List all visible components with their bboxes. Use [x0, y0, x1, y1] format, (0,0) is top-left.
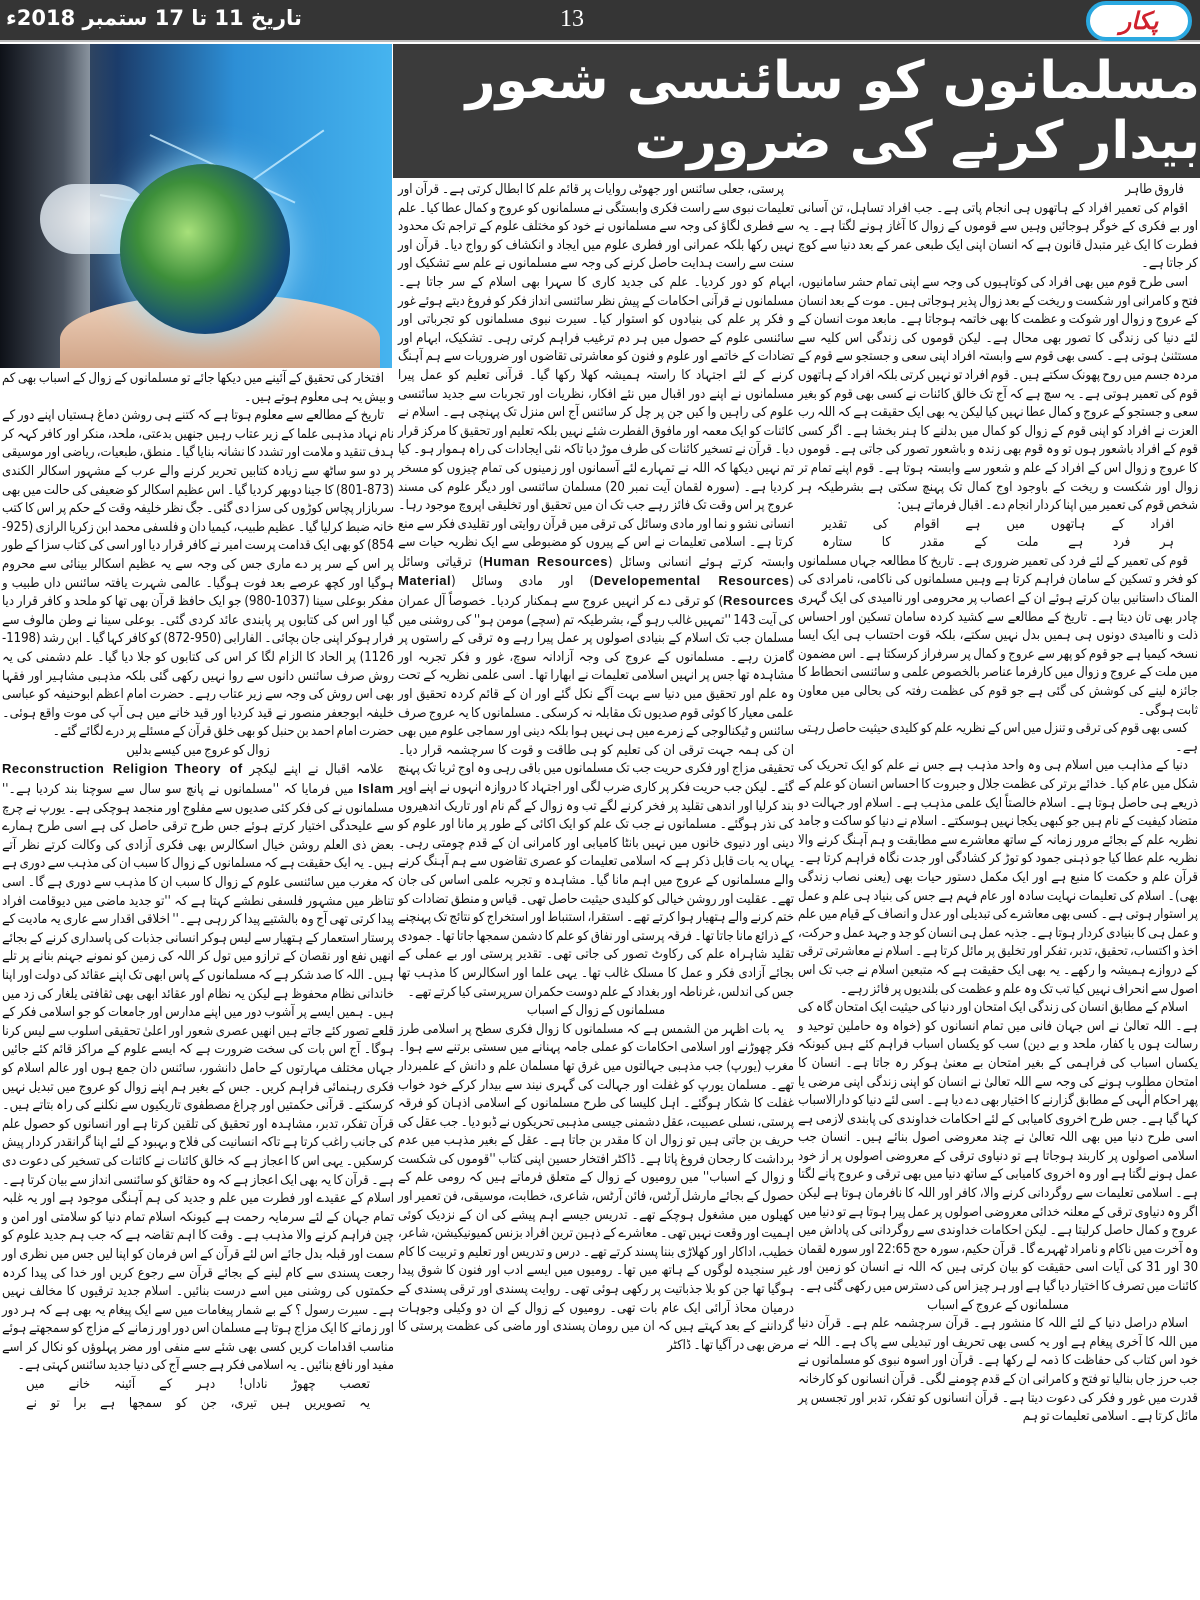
article-column-middle	[398, 181, 794, 1355]
subheading: مسلمانوں کے زوال کے اسباب	[526, 1003, 666, 1019]
paragraph-text: علامہ اقبال نے اپنے لیکچر	[249, 762, 384, 778]
paragraph: اسی طرح قوم میں بھی افراد کی کوتاہیوں کی وجہ سے اپنی تمام حشر سامانیوں، فتح و کامرانی اور شکست و ریخت کے بعد زوال پذیر ہوجاتی ہیں۔ موت کے بعد انسان کے عروج و زوال اور شوکت و عظمت کا بھی خاتمہ ہوجاتا ہے۔ مابعد موت انسان کے لئے دنیا کی زندگی کا تصور بھی محال ہے۔ لیکن قوموں کی زندگی اس کلیہ سے مستثنیٰ ہوتی ہے۔ کسی بھی قوم سے وابستہ افراد اپنی سعی و جستجو سے قوم کے مردہ جسم میں روح پھونک سکتے ہیں۔ قوم افراد تو نہیں کرتی بلکہ افراد کے ہاتھوں قوم کی تعمیر ہوتی ہے۔ یہ سچ ہے کہ آج تک خالق کائنات نے کسی بھی قوم کو بغیر سعی و جستجو کے عروج و کمال عطا نہیں کیا لیکن یہ بھی ایک حقیقت ہے کہ اللہ رب العزت نے افراد کو اپنی قوم کے زوال کو کمال میں بدلنے کا ہنر بخشا ہے۔ اگر کسی قوم کے افراد باشعور ہوں تو وہ قوم بھی زندہ و باشعور تصور کی جاتی ہے۔ قوموں کا عروج و زوال اس کے افراد کے علم و شعور سے وابستہ ہوتا ہے۔ قوم اپنے تمام تر زوال اور شکست و ریخت کے باوجود اوج کمال تک پہنچ سکتی ہے بشرطیکہ ہر شخص قوم کی تعمیر میں اپنا کردار انجام دے۔ اقبال فرماتے ہیں:	[798, 274, 1198, 514]
paragraph-text: ) کو ترقی دے کر انہیں عروج سے ہمکنار کردیا۔ خصوصاً آل عمران کی آیت 143 ''تمہیں غالب رہو گے، بشرطیکہ تم (سچے) مومن ہو'' کی روشنی میں مسلمان جب تک اسلام کے بنیادی اصولوں پر عمل پیرا رہے وہ ترقی کے راستوں پر گامزن رہے۔ مسلمانوں کے عروج کی وجہ آزادانہ سوچ، غور و فکر تجربہ اور مشاہدہ تھا جس پر انہیں اسلامی تعلیمات نے ابھارا تھا۔ اسی علمی نظریہ کے تحت وہ علم اور تحقیق میں دنیا سے بہت آگے نکل گئے اور ان کے قائم کردہ تحقیق اور علمی معیار کا کوئی قوم صدیوں تک مقابلہ نہ کرسکی۔ مسلمانوں کا یہ عروج صرف سائنس و ٹیکنالوجی کے زمرے میں ہی نہیں ہوا بلکہ دینی اور سماجی علوم میں بھی ان کی ہمہ جہت ترقی ان کی تعلیم کو ہی طاقت و قوت کا سرچشمہ قرار دیا۔ تحقیقی مزاج اور فکری حریت جب تک مسلمانوں میں باقی رہی وہ اوج ثریا تک پہنچ گئے۔ لیکن جب حریت فکر پر کاری ضرب لگی اور اجتہاد کا دروازہ انہوں نے اپنے اوپر بند کرلیا اور اندھی تقلید پر فخر کرنے لگے تب وہ زوال کے گم نام اور تاریک اندھیروں کی نذر ہوگئے۔ مسلمانوں نے جب تک علم کو ایک اکائی کے طور پر مانا اور علوم کو دینی اور دنیوی خانوں میں نہیں بانٹا کامیابی اور کامرانی ان کے قدم چومتی رہی۔ یہاں یہ بات قابل ذکر ہے کہ اسلامی تعلیمات کو عصری تقاضوں سے ہم آہنگ کرنے والے مسلمانوں کے عروج میں اہم مانا گیا۔ مشاہدہ و تجربہ علمی اساس کی جان تھے۔ عقلیت اور روشن خیالی کو کلیدی حیثیت حاصل تھی۔ قیاس و منطق تضادات کو ختم کرنے والے ہتھیار ہوا کرتے تھے۔ استقرا، استنباط اور استخراج کو نتائج تک پہنچنے کے ذرائع مانا جاتا تھا۔ فرقہ پرستی اور نفاق کو علم کا دشمن سمجھا جاتا تھا۔ جمودی تقلید شاہراہ علم کی رکاوٹ تصور کی جاتی تھی۔ تقدیر پرستی اور بے عملی کے بجائے آزادی فکر و عمل کا مسلک غالب تھا۔ یہی علما اور اسکالرس کا مذہب تھا جس کی اندلس، غرناطہ اور بغداد کے علم دوست حکمران سرپرستی کیا کرتے تھے۔	[398, 594, 795, 1000]
subheading: مسلمانوں کے عروج کے اسباب	[927, 1297, 1069, 1313]
english-term: Theory of Islam	[174, 761, 394, 797]
paragraph: اسلام کے مطابق انسان کی زندگی ایک امتحان اور دنیا کی حیثیت ایک امتحان گاہ کی ہے۔ اللہ تعالیٰ نے اس جہان فانی میں تمام انسانوں کو (خواہ وہ حاملین توحید و رسالت ہوں یا کفار، ملحد و بے دین) سب کو یکساں اسباب فراہم کئے ہیں کیونکہ یکساں اسباب کی فراہمی کے بغیر امتحان بے معنیٰ ہوکر رہ جاتا ہے۔ انسان کا امتحان مطلوب ہونے کی وجہ سے اللہ تعالیٰ نے انسان کو اپنی زندگی اپنی مرضی یا پھر احکام الٰہی کے مطابق گزارنے کا اختیار بھی دے دیا ہے۔ اسی لئے دنیا کو دارالاسباب کہا گیا ہے۔ جس طرح اخروی کامیابی کے لئے احکامات خداوندی کی پابندی لازمی ہے اسی طرح دنیا میں بھی اللہ تعالیٰ نے چند معروضی اصول بنائے ہیں۔ انسان جب اسلامی اصولوں پر کاربند ہوجاتا ہے تو دنیاوی ترقی کے معروضی اصولوں پر از خود عمل ہونے لگتا ہے اور وہ اخروی کامیابی کے ساتھ دنیا میں بھی ترقی و عروج پانے لگتا ہے۔ اسلامی تعلیمات سے روگردانی کرنے والا، کافر اور اللہ کا نافرمان ہوتا ہے لیکن اگر وہ دنیاوی ترقی کے معلنہ خدائی معروضی اصولوں پر عمل پیرا ہوتا ہے تو دنیا میں عروج و کمال حاصل کرلیتا ہے۔ لیکن احکامات خداوندی سے روگردانی کی پاداش میں وہ آخرت میں ناکام و نامراد ٹھہرے گا۔ قرآن حکیم، سورہ حج 22:65 اور سورہ لقمان 30 اور 31 کی آیات اسی حقیقت کو بیان کرتی ہیں کہ اللہ نے انسان کو زمین اور کائنات میں تصرف کا اختیار دیا گیا ہے اور ہر چیز اس کی دسترس میں رکھی گئی ہے۔	[798, 1000, 1199, 1295]
paragraph	[398, 181, 794, 1002]
poem-verse: افراد کے ہاتھوں میں ہے اقوام کی تقدیر	[822, 516, 1174, 532]
article-column-left	[2, 370, 394, 1413]
paragraph-text: ) ترقیاتی وسائل (	[398, 554, 794, 590]
english-term: Developemental Resources	[593, 573, 790, 589]
article-illustration-globe-in-hand	[0, 44, 392, 368]
paragraph: تاریخ کے مطالعے سے معلوم ہوتا ہے کہ کتنے ہی روشن دماغ ہستیاں اپنے دور کے نام نہاد مذہبی علما کے زیر عتاب رہیں جنھیں بدعتی، ملحد، منکر اور کافر کہہ کر ہدف تنقید و ملامت اور تشدد کا نشانہ بنایا گیا۔ منطق، طبعیات، ریاضی اور موسیقی پر دو سو ساٹھ سے زیادہ کتابیں تحریر کرنے والے عرب کے مشہور اسکالر الکندی (873-801) کا جینا دوبھر کردیا گیا۔ اس عظیم اسکالر کو ضعیفی کی حالت میں بھی سربازار پچاس کوڑوں کی سزا دی گئی۔ جگ نظر خلیفہ وقت کے حکم پر اس کا کتب خانہ ضبط کرلیا گیا۔ عظیم طبیب، کیمیا دان و فلسفی محمد ابن زکریا الرازی (925-854) کو بھی ایک قدامت پرست امیر نے کافر قرار دیا اور اسی کی کتاب سزا کے طور پر اس کے سر پر دے ماری جس کی وجہ سے یہ عظیم اسکالر بینائی سے محروم ہوگیا اور کچھ عرصے بعد فوت ہوگیا۔ عالمی شہرت یافتہ سائنس داں طبیب و مفکر بوعلی سینا (1037-980) جو ایک حافظ قرآن بھی تھا کو ملحد و کافر قرار دیا گیا اور اس کی کتابوں پر پابندی عائد کردی گئی۔ بوعلی سینا نے وطن مالوف سے فرار ہوکر اپنی جان بچائی۔ الفارابی (950-872) کو کافر کہا گیا۔ ابن رشد (1198-1126) پر الحاد کا الزام لگا کر اس کی کتابوں کو جلا دیا گیا۔ علم دشمنی کی یہ روش صرف سائنس دانوں سے روا نہیں رکھی گئی بلکہ مذہبی مشاہیر اور فقہا بھی اس روش کی وجہ سے زیر عتاب رہے۔ حضرت امام اعظم ابوحنیفہ کو عباسی خلیفہ ابوجعفر منصور نے قید کردیا اور قید خانے میں ہی آپ کی موت واقع ہوئی۔ حضرت امام احمد بن حنبل کو بھی خلق قرآن کے مسئلے پر درے لگائے گئے۔	[2, 408, 394, 740]
english-term: Resources	[537, 553, 609, 569]
paragraph: قوم کی تعمیر کے لئے فرد کی تعمیر ضروری ہے۔ تاریخ کا مطالعہ جہاں مسلمانوں کو فخر و تسکین کے سامان فراہم کرتا ہے وہیں مسلمانوں کی ناکامی، نامرادی کی المناک داستانیں بیان کرتے ہوئے ان کے اعصاب پر محرومی اور ناامیدی کی ایک گہری چادر بھی تان دیتا ہے۔ تاریخ کے مطالعے سے کشید کردہ سامان تسکین اور احساس ذلت و ناامیدی دونوں ہی ہمیں بدل نہیں سکتے، بلکہ قوت احتساب ہی ایک ایسا نسخہ کیمیا ہے جو قوم کو پھر سے عروج و کمال پر سرفراز کرسکتا ہے۔ اس مضمون میں ملت کے عروج و زوال میں کارفرما عناصر بالخصوص علمی و سائنسی انحطاط کا جائزہ لینے کی کوشش کی گئی ہے جو قوم کی عظمت رفتہ کی بحالی میں معاون ثابت ہوگی۔	[798, 553, 1198, 718]
paragraph-text: ) اور مادی وسائل (	[451, 574, 594, 590]
paragraph: اسلام دراصل دنیا کے لئے اللہ کا منشور ہے۔ قرآن سرچشمہ علم ہے۔ قرآن دنیا میں اللہ کا آخری پیغام ہے اور یہ کسی بھی تحریف اور تبدیلی سے پاک ہے۔ اللہ نے خود اس کتاب کی حفاظت کا ذمہ لے رکھا ہے۔ قرآن اور اسوہ نبوی کو مسلمانوں نے جب حرز جاں بنالیا تو فتح و کامرانی ان کے قدم چومنے لگی۔ قرآن انسانوں کو کارخانہ قدرت میں غور و فکر کی دعوت دیتا ہے۔ قرآن انسانوں کو تفکر، تدبر اور تجسس پر مائل کرتا ہے۔ اسلامی تعلیمات تو ہم	[798, 1316, 1198, 1425]
issue-date: تاریخ 11 تا 17 ستمبر 2018ء	[6, 6, 302, 30]
english-term: Reconstruction Religion	[2, 761, 169, 777]
page-number: 13	[560, 6, 584, 32]
paragraph: اقوام کی تعمیر افراد کے ہاتھوں ہی انجام پاتی ہے۔ جب افراد تساہل، تن آسانی اور بے فکری کے خوگر ہوجائیں وہیں سے قوموں کے زوال کا آغاز ہونے لگتا ہے۔ یہ فطرت کا ایک غیر متبدل قانون ہے کہ انسان اپنی ایک طبعی عمر کے بعد دنیا سے کوچ کر جاتا ہے۔	[798, 200, 1198, 272]
newspaper-logo: پکار	[1086, 1, 1192, 41]
poem-verse: یہ تصویریں ہیں تیری، جن کو سمجھا ہے برا تو نے	[26, 1395, 370, 1411]
paragraph	[2, 760, 394, 1376]
masthead-bar	[0, 0, 1200, 42]
paragraph: دنیا کے مذاہب میں اسلام ہی وہ واحد مذہب ہے جس نے علم کو ایک تحریک کی شکل میں عام کیا۔ خدائے برتر کی عظمت جلال و جبروت کا احساس انسان کو علم کے ذریعے ہی حاصل ہوتا ہے۔ اسلام خالصتاً ایک علمی مذہب ہے۔ اسلام اور جہالت دو متضاد کیفیت کے نام ہیں جو کبھی یکجا نہیں ہوسکتے۔ اسلام نے دنیا کو ساکت و جامد نظریہ علم کے بجائے مرور زمانہ کے ساتھ معاشرے سے مطابقت و ہم آہنگ کرنے والا نظریہ علم عطا کیا جو ذہنی جمود کو توڑ کر کشادگی اور جدت نگاہ فراہم کرتا ہے۔ قرآن علم و حکمت کا منبع ہے اور ایک مکمل دستور حیات بھی (یعنی نصاب زندگی بھی)۔ اسلام کی تعلیمات نہایت سادہ اور عام فہم ہے جس کی بنیاد ہی علم و عمل پر استوار ہوتی ہے۔ کسی بھی معاشرے کی تبدیلی اور عدل و انصاف کے قیام میں علم و عمل ہی کا بنیادی کردار ہوتا ہے۔ جذبہ عمل ہی انسان کو جد و جہد عمل و حرکت، اخذ و اکتساب، تحقیق، تدبر، تفکر اور تخلیق پر مائل کرتا ہے۔ اسلام نے معاشرتی ترقی کے دروازے ہمیشہ وا رکھے۔ یہ بھی ایک حقیقت ہے کہ متبعین اسلام نے جب تک اس اصول سے انحراف نہیں کیا تب تک وہ علم و عظمت کی بلندیوں پر فائز رہے۔	[798, 758, 1198, 997]
poem-verse: ہر فرد ہے ملت کے مقدر کا ستارہ	[822, 535, 1174, 551]
english-term: Human	[483, 553, 530, 569]
headline-banner	[393, 44, 1200, 178]
paragraph: کسی بھی قوم کی ترقی و تنزل میں اس کے نظریہ علم کو کلیدی حیثیت حاصل رہتی ہے۔	[798, 721, 1198, 755]
paragraph-text: میں فرمایا کہ ''مسلمانوں نے پانچ سو سال سے سوچنا بند کردیا ہے۔'' مسلمانوں نے کی فکر کئی صدیوں سے مفلوج اور منجمد ہوچکی ہے۔ یورپ نے چرچ سے علیحدگی اختیار کرتے ہوئے جس طرح ترقی حاصل کی ہے اسی طرح ہمارے بعض ذی العلم روشن خیال اسکالرس بھی فکری آزادی کی وکالت کرتے نظر آتے ہیں۔ یہ ایک حقیقت ہے کہ مسلمانوں کے زوال کا سبب ان کی مذہب سے دوری ہے کہ مغرب میں سائنسی علوم کے زوال کا سبب ان کا مذہب سے دوری ہے گا۔ اسی تناظر میں مشہور فلسفی نطشے کہتا ہے کہ ''تو جدید ماضی میں دیوقامت افراد پیدا کرتی تھی آج وہ بالشتیے پیدا کر رہی ہے۔'' اخلاقی اقدار سے عاری یہ مادیت کے پرستار استعمار کے ہتھیار سے لیس ہوکر انسانی جذبات کی پاسداری کرنے کے بجائے انھیں نفع اور نقصان کے ترازو میں تول کر اللہ کی زمین کو نمونے جہنم بنانے پر تلے ہیں۔ اللہ کا صد شکر ہے کہ مسلمانوں کے پاس ابھی تک اپنے عقائد کی دولت اور اپنا خاندانی نظام محفوظ ہے لیکن یہ نظام اور عقائد ابھی بھی ثقافتی یلغار کی زد میں ہیں۔ ہمیں ایسے پر آشوب دور میں اپنے مدارس اور جامعات کو جو اسلامی فکر کے قلعے تصور کئے جاتے ہیں انھیں عصری شعور اور اعلیٰ تحقیقی اسلوب سے لیس کرنا ہوگا۔ آج اس بات کی سخت ضرورت ہے کہ ایسے علوم کے مراکز قائم کئے جائیں جہاں مختلف مہارتوں کے حامل دانشور، سائنس دان جمع ہوں اور عالم اسلام کو فکری رہنمائی فراہم کریں۔ جس کے بغیر ہم اپنے زوال کو عروج میں تبدیل نہیں کرسکتے۔ قرآنی حکمتیں اور چراغ مصطفوی تاریکیوں سے نکلنے کی راہ بتاتے ہیں۔ قرآن تفکر، تدبر، مشاہدہ اور تحقیق کی تلقین کرتا ہے اور انسانوں کو حصول علم کی جانب راغب کرتا ہے تاکہ انسانیت کی فلاح و بہبود کے لئے اپنا گرانقدر کردار پیش کرسکیں۔ یہی اس کا اعجاز ہے کہ خالق کائنات نے کائنات کی تسخیر کی دعوت دی ہے۔ قرآن کا یہ بھی ایک اعجاز ہے کہ وہ حقائق کو سائنسی انداز سے بیان کرتا ہے۔ اسلام کے عقیدے اور فطرت میں علم و جدید کی ہم آہنگی موجود ہے اور یہ غلبہ تمام جہان کے لئے سرمایہ رحمت ہے کیونکہ اسلام تمام دنیا کو سلامتی اور امن و چین فراہم کرنے والا مذہب ہے۔ وقت کا اہم تقاضہ ہے کہ جب ہم جدید علوم کو سمت اور قبلہ بدل جائے اس لئے قرآن کے اس فرمان کو اپنا لیں جس میں نظری اور رجعت پسندی سے کام لینے کے بجائے قرآن سے رجوع کریں اور خدا کی پیدا کردہ حکمتوں کی روشنی میں اسے درست بنائیں۔ اسلام جدید ترقیوں کا مخالف نہیں ہے۔ سیرت رسول ؟ کے بے شمار پیغامات میں سے ایک پیغام یہ بھی ہے کہ ہر دور اور زمانے کا ایک مزاج ہوتا ہے مسلمان اس دور اور زمانے کے مزاج کو سمجھتے ہوئے مناسب اقدامات کریں کسی بھی شئے سے منفی اور مضر پہلوؤں کو نکال کر اسے مفید اور نافع بنائیں۔ یہ اسلامی فکر ہے جسے آج کی دنیا جدید سائنس کہتی ہے۔	[2, 782, 394, 1374]
article-headline: مسلمانوں کو سائنسی شعور بیدار کرنے کی ضرورت	[465, 51, 1200, 171]
author-byline: فاروق طاہر	[1125, 182, 1184, 197]
article-column-right	[798, 181, 1198, 1427]
english-term: Material Resources	[398, 573, 794, 609]
paragraph: یہ بات اظہر من الشمس ہے کہ مسلمانوں کا زوال فکری سطح پر اسلامی طرز فکر چھوڑنے اور اسلامی احکامات کو عملی جامہ پہنانے میں سستی برتنے سے ہوا۔ مغرب (یورپ) جب مذہبی جہالتوں میں غرق تھا مسلمان علم و دانش کے علمبردار تھے۔ مسلمان یورپ کو غفلت اور جہالت کی گہری نیند سے بیدار کرکے خود خواب غفلت کا شکار ہوگئے۔ اہل کلیسا کی طرح مسلمانوں کے اسلامی اذہان کو فرقہ پرستی، نسلی عصبیت، عقل دشمنی جیسی مذہبی تحریکوں نے ڈبو دیا۔ جب عقل کی حریف بن جاتی ہیں تو زوال ان کا مقدر بن جاتا ہے۔ عقل کے بغیر مذہب میں عدم برداشت کا رجحان فروغ پاتا ہے۔ ڈاکٹر افتخار حسین اپنی کتاب ''قوموں کی شکست و زوال کے اسباب'' میں رومیوں کے زوال کے متعلق فرماتے ہیں کہ رومی علم کے حصول کے بجائے مارشل آرٹس، فائن آرٹس، شاعری، خطابت، موسیقی، فن تعمیر اور کھیلوں میں مشغول ہوچکے تھے۔ تدریس جیسے اہم پیشے کی ان کے نزدیک کوئی اہمیت اور وقعت نہیں تھی۔ معاشرے کے ذہین ترین افراد بزنس کمیونیکیشن، شاعر، خطیب، اداکار اور کھلاڑی بننا پسند کرتے تھے۔ درس و تدریس اور تعلیم و تربیت کا کام غیر سنجیدہ لوگوں کے ہاتھ میں تھا۔ رومیوں میں ایسے ادب اور فنون کا شوق پیدا ہوگیا تھا جن کو بلا جذباتیت پر رکھی ہوئی تھی۔ روایت پسندی اور ترقی پسندی کے درمیان محاذ آرائی ایک عام بات تھی۔ رومیوں کے زوال کے ان دو وکیلی وجوہات گرداننے کے بعد کہتے ہیں کہ ان میں رومان پسندی اور ماضی کی عظمت پرستی کا مرض بھی در آگیا تھا۔ ڈاکٹر	[398, 1021, 794, 1353]
paragraph: افتخار کی تحقیق کے آئینے میں دیکھا جائے تو مسلمانوں کے زوال کے اسباب بھی کم و بیش یہ ہی معلوم ہوتے ہیں۔	[2, 371, 394, 405]
poem-verse: تعصب چھوڑ ناداں! دہر کے آئینہ خانے میں	[26, 1377, 370, 1393]
subheading: زوال کو عروج میں کیسے بدلیں	[126, 742, 270, 758]
globe-icon	[120, 164, 290, 334]
paragraph-text: پرستی، جعلی سائنس اور جھوٹی روایات پر قائم علم کا ابطال کرتی ہے۔ قرآن اور تعلیمات نبوی سے راست فکری وابستگی نے مسلمانوں کو عروج و کمال عطا کیا۔ علم سے فطری لگاؤ کی وجہ سے مسلمانوں نے خود کو مختلف علوم کے تراجم تک محدود نہیں رکھا بلکہ عمرانی اور فطری علوم میں ایجاد و انکشاف کو رواج دیا۔ قرآن اور سنت سے راست ہدایت حاصل کرنے کی وجہ سے مسلمانوں نے علم سے تشکیک اور ابہام کو دور کردیا۔ علم کی جدید کاری کا سہرا بھی اسلام کے سر جاتا ہے۔ مسلمانوں نے قرآنی احکامات کے پیش نظر سائنسی انداز فکر کو فروغ دیتے ہوئے غور و فکر پر علم کی بنیادوں کو استوار کیا۔ سیرت نبوی مسلمانوں کو تجرباتی اور سائنسی علوم کے حصول میں ہر دم ترغیب فراہم کرتی رہی۔ تشکیک، ابہام اور تضادات کے خاتمے اور علوم و فنون کو معاشرتی تقاضوں اور ضروریات سے ہم آہنگ کرنے کے لئے اجتہاد کا راستہ ہمیشہ کھلا رکھا گیا۔ قرآنی تعلیم کو عمل پیرا مسلمانوں نے اپنے دور اقبال میں نئے افکار، نظریات اور تجربات سے جدید سائنسی علوم کی راہیں وا کیں جن پر چل کر سائنس آج اس منزل تک پہنچی ہے۔ اسلام نے کائنات کو ایک معمہ اور مافوق الفطرت شئے نہیں بلکہ تعلیم اور تحقیق کا مرکز قرار دیا۔ قرآن نے تسخیر کائنات کی طرف موڑ دیا تاکہ نئی ایجادات کی راہ ہموار ہو۔ کیا تم نہیں دیکھا کہ اللہ نے تمہارے لئے آسمانوں اور زمینوں کی تمام چیزوں کو مسخر کردیا ہے۔ (سورہ لقمان آیت نمبر 20) مسلمان سائنسی اور دیگر علوم کی مسند عروج پر اس وقت تک فائز رہے جب تک ان میں تحقیق اور تخلیقی اپروچ موجود رہا۔ انسانی نشو و نما اور مادی وسائل کی ترقی میں قرآن روایتی اور تقلیدی فکر سے منع کرتا ہے۔ اسلامی تعلیمات نے اس کے پیروں کو مضبوطی سے ایک نظریہ حیات سے وابستہ کرتے ہوئے انسانی وسائل (	[398, 182, 794, 570]
